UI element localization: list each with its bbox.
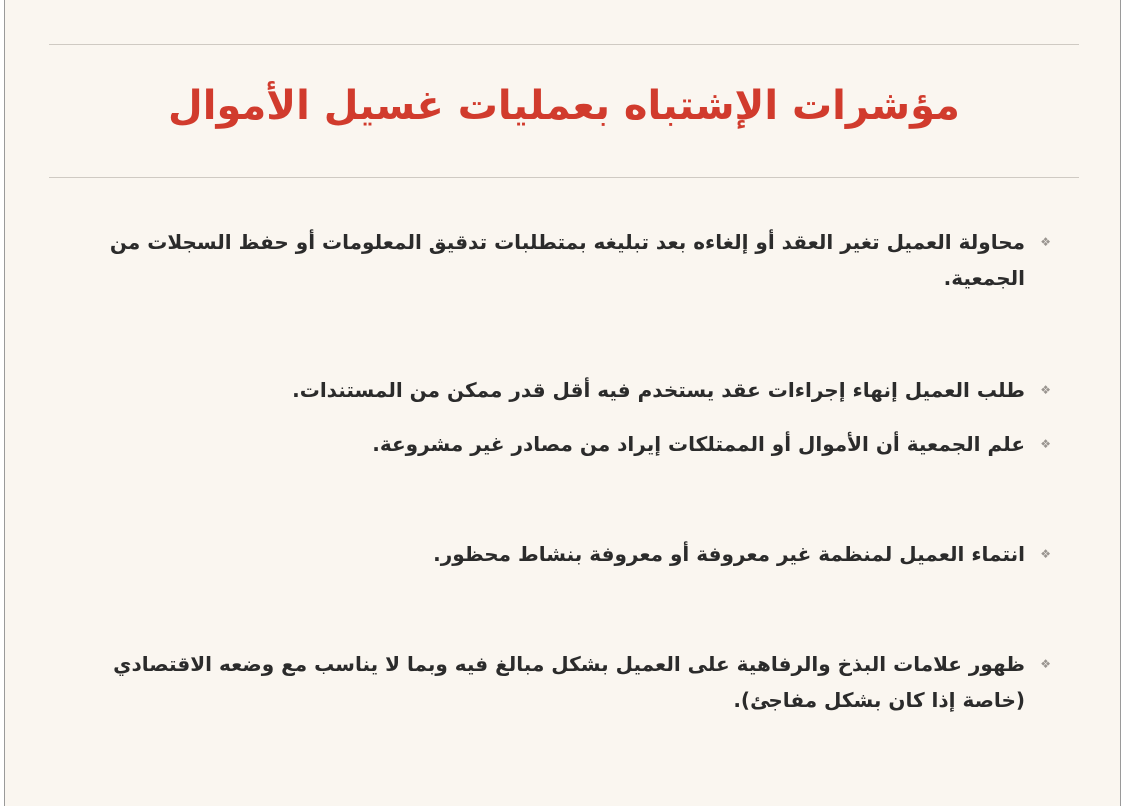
diamond-bullet-icon: ❖ <box>1040 657 1051 671</box>
bullet-text: طلب العميل إنهاء إجراءات عقد يستخدم فيه أقل قدر ممكن من المستندات. <box>292 378 1025 402</box>
diamond-bullet-icon: ❖ <box>1040 547 1051 561</box>
bullet-item <box>75 646 1055 718</box>
diamond-bullet-icon: ❖ <box>1040 235 1051 249</box>
bullet-text: علم الجمعية أن الأموال أو الممتلكات إيراد من مصادر غير مشروعة. <box>372 432 1025 456</box>
slide <box>4 0 1121 806</box>
diamond-bullet-icon: ❖ <box>1040 383 1051 397</box>
top-divider <box>49 44 1079 45</box>
bullet-text: انتماء العميل لمنظمة غير معروفة أو معروفة بنشاط محظور. <box>433 542 1025 566</box>
bullet-item <box>75 224 1055 296</box>
bullet-text: محاولة العميل تغير العقد أو إلغاءه بعد تبليغه بمتطلبات تدقيق المعلومات أو حفظ السجلات من الجمعية. <box>109 230 1025 290</box>
bullet-item <box>75 536 1055 572</box>
bottom-divider <box>49 177 1079 178</box>
bullet-item <box>75 372 1055 408</box>
bullet-text: ظهور علامات البذخ والرفاهية على العميل بشكل مبالغ فيه وبما لا يناسب مع وضعه الاقتصادي (خاصة إذا كان بشكل مفاجئ). <box>113 652 1025 712</box>
bullet-list <box>75 224 1055 718</box>
diamond-bullet-icon: ❖ <box>1040 437 1051 451</box>
slide-title: مؤشرات الإشتباه بعمليات غسيل الأموال <box>168 83 960 129</box>
bullet-item <box>75 426 1055 462</box>
